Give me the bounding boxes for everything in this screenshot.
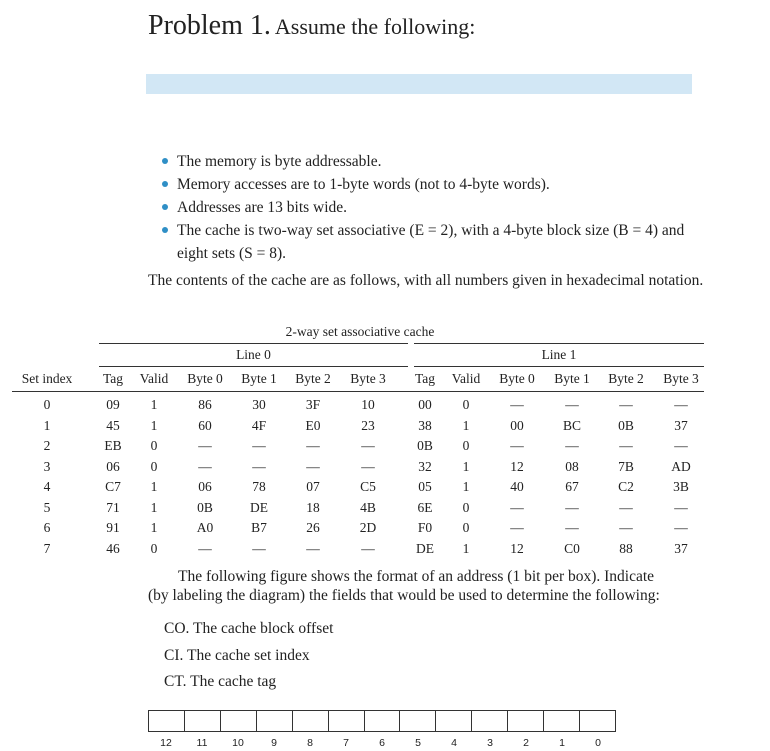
cell-valid-line0: 1 (150, 499, 158, 515)
cell-byte0-line0: 0B (197, 499, 213, 515)
cell-valid-line0: 1 (150, 520, 158, 535)
address-bit-box[interactable] (149, 711, 185, 731)
assumption-item: The cache is two-way set associative (E = 2), with a 4-byte block size (B = 4) and eight sets (S = 8). (162, 219, 702, 265)
cell-valid-line1: 0 (462, 397, 470, 412)
address-bit-number: 8 (307, 737, 313, 749)
cell-byte2-line0: E0 (305, 417, 321, 433)
highlight-bar (146, 74, 692, 94)
assumption-item: Addresses are 13 bits wide. (162, 196, 702, 219)
header-tag-line1: Tag (414, 371, 436, 386)
cell-byte1-line0: B7 (251, 520, 267, 535)
cell-byte2-line0: 07 (306, 479, 320, 494)
cell-byte3-line1: — (674, 397, 688, 412)
cell-valid-line1: 1 (462, 417, 470, 433)
cell-byte3-line0: — (361, 438, 375, 453)
cell-valid-line0: 1 (150, 397, 158, 412)
cell-valid-line1: 1 (462, 458, 470, 474)
header-byte1-line0: Byte 1 (241, 371, 277, 386)
address-bit-box[interactable] (221, 711, 257, 731)
cell-byte2-line0: — (306, 438, 320, 453)
cell-byte0-line0: A0 (196, 520, 214, 535)
cell-byte2-line1: 0B (618, 417, 634, 433)
header-tag-line0: Tag (102, 371, 124, 386)
cell-byte0-line0: 60 (198, 417, 212, 433)
cell-tag-line0: 91 (106, 520, 120, 535)
cell-set-index: 7 (43, 540, 51, 556)
cell-tag-line1: F0 (417, 520, 433, 535)
cell-byte1-line1: — (565, 397, 579, 412)
cell-tag-line0: EB (104, 438, 122, 453)
cell-valid-line1: 0 (462, 520, 470, 535)
cell-byte1-line1: BC (562, 417, 581, 433)
cell-byte1-line1: — (565, 520, 579, 535)
cell-byte0-line1: — (510, 520, 524, 535)
cell-byte2-line1: 88 (619, 540, 633, 556)
cell-byte0-line1: — (510, 499, 524, 515)
address-bit-diagram (148, 710, 616, 732)
cell-byte0-line1: 00 (510, 417, 524, 433)
cell-byte0-line0: — (198, 458, 212, 474)
cell-valid-line1: 0 (462, 499, 470, 515)
cell-byte2-line1: — (619, 499, 633, 515)
line0-top-rule (99, 343, 408, 344)
address-bit-number: 11 (196, 737, 208, 749)
address-bit-number: 5 (415, 737, 421, 749)
line1-group-rule (414, 366, 704, 367)
cell-tag-line0: C7 (105, 479, 121, 494)
cell-tag-line0: 71 (106, 499, 120, 515)
cell-byte3-line0: — (361, 458, 375, 474)
address-bit-number: 3 (487, 737, 493, 749)
address-bit-number: 9 (271, 737, 277, 749)
header-valid-line1: Valid (451, 371, 481, 386)
address-bit-box[interactable] (400, 711, 436, 731)
address-bit-number: 1 (559, 737, 565, 749)
header-byte0-line0: Byte 0 (187, 371, 223, 386)
line0-label: Line 0 (236, 347, 271, 362)
cell-byte2-line0: 18 (306, 499, 320, 515)
cell-valid-line0: 0 (150, 540, 158, 556)
address-bit-box[interactable] (365, 711, 401, 731)
cell-byte3-line0: 10 (361, 397, 375, 412)
line0-group-rule (99, 366, 408, 367)
header-rule (12, 391, 704, 392)
cell-byte2-line1: 7B (618, 458, 634, 474)
cell-byte2-line1: — (619, 520, 633, 535)
cell-byte1-line1: C0 (564, 540, 580, 556)
line1-label: Line 1 (541, 347, 577, 362)
address-bit-number: 0 (595, 737, 601, 749)
cell-byte3-line1: — (674, 520, 688, 535)
cell-byte3-line0: 23 (361, 417, 375, 433)
cell-set-index: 2 (43, 438, 51, 453)
cell-byte3-line0: 2D (359, 520, 377, 535)
header-valid-line0: Valid (139, 371, 169, 386)
cell-tag-line1: 0B (417, 438, 433, 453)
assumption-item: The memory is byte addressable. (162, 150, 702, 173)
problem-prompt: Assume the following: (274, 14, 476, 39)
cell-byte0-line1: — (510, 438, 524, 453)
cell-tag-line0: 45 (106, 417, 120, 433)
address-bit-box[interactable] (436, 711, 472, 731)
definition-ct: CT. The cache tag (164, 673, 277, 690)
cell-byte0-line1: 40 (510, 479, 524, 494)
definition-ci: CI. The cache set index (164, 647, 310, 664)
cell-byte0-line0: — (198, 540, 212, 556)
cell-byte3-line1: 3B (673, 479, 689, 494)
header-set-index: Set index (21, 371, 73, 386)
address-bit-number: 12 (160, 737, 172, 749)
cell-byte0-line1: 12 (510, 540, 524, 556)
definition-co: CO. The cache block offset (164, 620, 334, 637)
cell-valid-line0: 1 (150, 417, 158, 433)
cell-byte3-line0: — (361, 540, 375, 556)
cell-byte1-line1: — (565, 438, 579, 453)
cell-tag-line1: 32 (418, 458, 432, 474)
address-bit-box[interactable] (508, 711, 544, 731)
cell-tag-line0: 09 (106, 397, 120, 412)
cell-set-index: 3 (43, 458, 51, 474)
cell-byte1-line1: 08 (565, 458, 579, 474)
cell-valid-line1: 1 (462, 479, 470, 494)
header-byte0-line1: Byte 0 (499, 371, 535, 386)
cache-table-title: 2-way set associative cache (285, 324, 435, 339)
figure-instructions-line2: (by labeling the diagram) the fields that would be used to determine the following: (148, 587, 660, 604)
cell-set-index: 4 (43, 479, 51, 494)
address-bit-box[interactable] (185, 711, 221, 731)
cell-byte1-line0: — (252, 540, 266, 556)
cell-byte3-line1: AD (671, 458, 691, 474)
cell-byte1-line0: DE (250, 499, 268, 515)
cell-tag-line0: 46 (106, 540, 120, 556)
cell-byte1-line0: — (252, 458, 266, 474)
cell-byte1-line0: 78 (252, 479, 266, 494)
cell-byte1-line1: 67 (565, 479, 579, 494)
figure-instructions-line1: The following figure shows the format of an address (1 bit per box). Indicate (178, 568, 655, 585)
cell-byte3-line1: 37 (674, 417, 688, 433)
cell-byte0-line0: — (198, 438, 212, 453)
address-bit-box[interactable] (580, 711, 615, 731)
problem-number: Problem 1. (148, 10, 271, 41)
address-bit-box[interactable] (293, 711, 329, 731)
cell-byte0-line1: — (510, 397, 524, 412)
header-byte3-line1: Byte 3 (663, 371, 699, 386)
cell-byte3-line0: C5 (360, 479, 376, 494)
cell-byte1-line0: 30 (252, 397, 266, 412)
header-byte1-line1: Byte 1 (554, 371, 590, 386)
cell-byte3-line0: 4B (360, 499, 376, 515)
assumption-list (162, 150, 702, 265)
cell-byte2-line0: — (306, 540, 320, 556)
cell-byte0-line0: 86 (198, 397, 212, 412)
cell-byte3-line1: 37 (674, 540, 688, 556)
cell-tag-line1: 6E (417, 499, 433, 515)
cell-tag-line1: 05 (418, 479, 432, 494)
cell-tag-line1: 00 (418, 397, 432, 412)
header-byte3-line0: Byte 3 (350, 371, 386, 386)
cell-valid-line0: 0 (150, 458, 158, 474)
cell-byte2-line1: — (619, 397, 633, 412)
cell-set-index: 1 (43, 417, 51, 433)
header-byte2-line0: Byte 2 (295, 371, 331, 386)
figure-instructions (148, 567, 696, 605)
cell-byte1-line1: — (565, 499, 579, 515)
address-bit-number: 4 (451, 737, 457, 749)
address-bit-number: 10 (232, 737, 244, 749)
address-bit-number: 7 (343, 737, 349, 749)
cell-byte1-line0: — (252, 438, 266, 453)
cell-valid-line1: 1 (462, 540, 470, 556)
header-byte2-line1: Byte 2 (608, 371, 644, 386)
cell-set-index: 0 (43, 397, 51, 412)
cell-set-index: 5 (43, 499, 51, 515)
cell-byte2-line0: — (306, 458, 320, 474)
cell-valid-line0: 1 (150, 479, 158, 494)
address-bit-number: 6 (379, 737, 385, 749)
cell-byte2-line1: — (619, 438, 633, 453)
address-bit-box[interactable] (257, 711, 293, 731)
address-bit-box[interactable] (544, 711, 580, 731)
problem-title (148, 10, 475, 42)
cell-tag-line0: 06 (106, 458, 120, 474)
cell-byte2-line0: 3F (305, 397, 321, 412)
cell-set-index: 6 (43, 520, 51, 535)
address-bit-box[interactable] (472, 711, 508, 731)
cell-byte0-line0: 06 (198, 479, 212, 494)
cell-byte0-line1: 12 (510, 458, 524, 474)
cell-byte1-line0: 4F (251, 417, 267, 433)
cell-tag-line1: DE (416, 540, 434, 556)
cell-valid-line1: 0 (462, 438, 470, 453)
assumption-item: Memory accesses are to 1-byte words (not to 4-byte words). (162, 173, 702, 196)
cell-tag-line1: 38 (418, 417, 432, 433)
line1-top-rule (414, 343, 704, 344)
cell-byte3-line1: — (674, 438, 688, 453)
address-bit-box[interactable] (329, 711, 365, 731)
address-bit-number: 2 (523, 737, 529, 749)
contents-paragraph: The contents of the cache are as follows, with all numbers given in hexadecimal notation. (148, 272, 704, 289)
cell-valid-line0: 0 (150, 438, 158, 453)
cell-byte2-line0: 26 (306, 520, 320, 535)
cell-byte3-line1: — (674, 499, 688, 515)
cell-byte2-line1: C2 (618, 479, 634, 494)
